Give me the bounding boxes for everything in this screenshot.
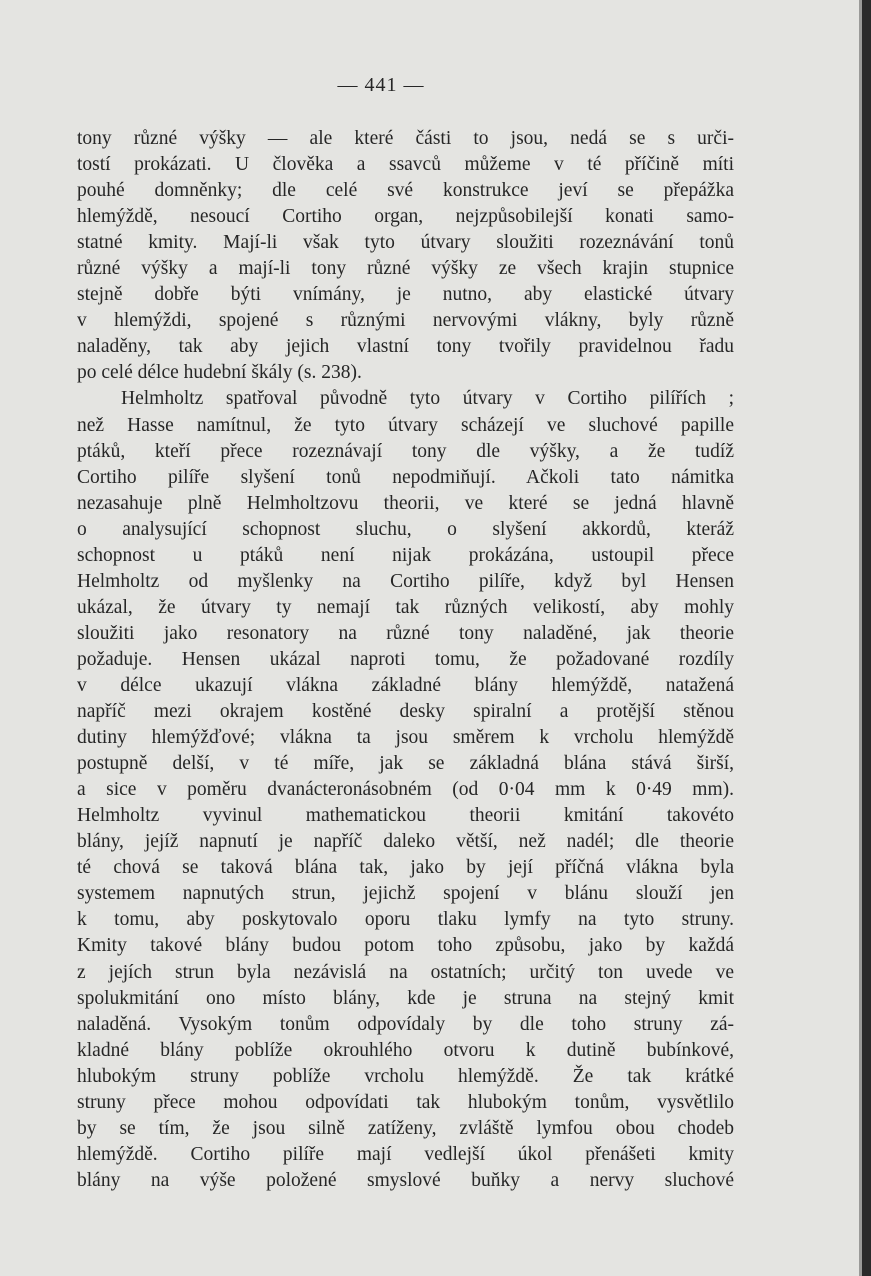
text-line: z jejích strun byla nezávislá na ostatních; určitý ton uvede ve [77, 961, 734, 983]
text-line: statné kmity. Mají-li však tyto útvary sloužiti rozeznávání tonů [77, 232, 734, 254]
body-text [77, 126, 734, 1194]
text-line: tostí prokázati. U člověka a ssavců můžeme v té příčině míti [77, 154, 734, 176]
text-line: dutiny hlemýžďové; vlákna ta jsou směrem k vrcholu hlemýždě [77, 727, 734, 749]
text-line: Kmity takové blány budou potom toho způsobu, jako by každá [77, 935, 734, 957]
page-number: — 441 — [337, 74, 425, 96]
text-line: schopnost u ptáků není nijak prokázána, ustoupil přece [77, 544, 734, 566]
text-line: blány na výše položené smyslové buňky a nervy sluchové [77, 1169, 734, 1191]
text-line: v hlemýždi, spojené s různými nervovými vlákny, byly různě [77, 310, 734, 332]
text-line: k tomu, aby poskytovalo oporu tlaku lymfy na tyto struny. [77, 909, 734, 931]
text-line: Helmholtz od myšlenky na Cortiho pilíře, když byl Hensen [77, 570, 734, 592]
text-line: tony různé výšky — ale které části to jsou, nedá se s urči- [77, 128, 734, 149]
text-line: sloužiti jako resonatory na různé tony naladěné, jak theorie [77, 622, 734, 644]
text-line: systemem napnutých strun, jejichž spojení v blánu slouží jen [77, 883, 734, 905]
scan-edge [862, 0, 871, 1276]
text-line: postupně delší, v té míře, jak se základná blána stává širší, [77, 753, 734, 775]
text-line: stejně dobře býti vnímány, je nutno, aby elastické útvary [77, 284, 734, 306]
text-line: Helmholtz vyvinul mathematickou theorii kmitání takovéto [77, 805, 734, 827]
paragraph-start-line: Helmholtz spatřoval původně tyto útvary v Cortiho pilířích ; [121, 388, 734, 410]
text-line: té chová se taková blána tak, jako by její příčná vlákna byla [77, 857, 734, 879]
text-line: nezasahuje plně Helmholtzovu theorii, ve které se jedná hlavně [77, 492, 734, 514]
text-line: o analysující schopnost sluchu, o slyšení akkordů, kteráž [77, 518, 734, 540]
text-line: hlubokým struny poblíže vrcholu hlemýždě. Že tak krátké [77, 1065, 734, 1087]
text-line: požaduje. Hensen ukázal naproti tomu, že požadované rozdíly [77, 648, 734, 670]
text-line: kladné blány poblíže okrouhlého otvoru k dutině bubínkové, [77, 1039, 734, 1061]
text-line: by se tím, že jsou silně zatíženy, zvláště lymfou obou chodeb [77, 1117, 734, 1139]
text-line: blány, jejíž napnutí je napříč daleko větší, než nadél; dle theorie [77, 831, 734, 853]
text-line: Cortiho pilíře slyšení tonů nepodmiňují. Ačkoli tato námitka [77, 466, 734, 488]
text-line: po celé délce hudební škály (s. 238). [77, 362, 362, 384]
text-line: ptáků, kteří přece rozeznávají tony dle výšky, a že tudíž [77, 440, 734, 462]
text-line: v délce ukazují vlákna základné blány hlemýždě, natažená [77, 674, 734, 696]
text-line: struny přece mohou odpovídati tak hlubokým tonům, vysvětlilo [77, 1091, 734, 1113]
text-line: a sice v poměru dvanácteronásobném (od 0·04 mm k 0·49 mm). [77, 779, 734, 801]
text-line: různé výšky a mají-li tony různé výšky ze všech krajin stupnice [77, 258, 734, 280]
text-line: spolukmitání ono místo blány, kde je struna na stejný kmit [77, 987, 734, 1009]
text-line: napříč mezi okrajem kostěné desky spiralní a protější stěnou [77, 701, 734, 723]
text-line: naladěná. Vysokým tonům odpovídaly by dle toho struny zá- [77, 1013, 734, 1035]
text-line: naladěny, tak aby jejich vlastní tony tvořily pravidelnou řadu [77, 336, 734, 358]
text-line: hlemýždě. Cortiho pilíře mají vedlejší úkol přenášeti kmity [77, 1143, 734, 1165]
text-line: než Hasse namítnul, že tyto útvary scházejí ve sluchové papille [77, 414, 734, 436]
text-line: ukázal, že útvary ty nemají tak různých velikostí, aby mohly [77, 596, 734, 618]
text-line: hlemýždě, nesoucí Cortiho organ, nejzpůsobilejší konati samo- [77, 206, 734, 228]
text-line: pouhé domněnky; dle celé své konstrukce jeví se přepážka [77, 180, 734, 202]
